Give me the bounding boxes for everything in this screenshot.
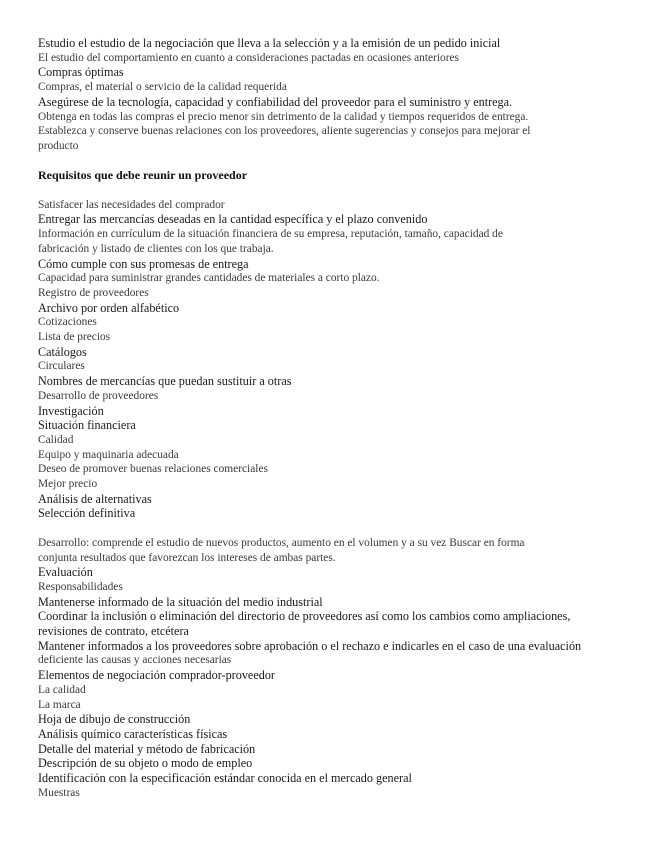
text-line: Nombres de mercancías que puedan sustituir a otras bbox=[38, 374, 292, 389]
text-line: Equipo y maquinaria adecuada bbox=[38, 448, 179, 461]
text-line: Desarrollo de proveedores bbox=[38, 389, 159, 402]
text-line: Situación financiera bbox=[38, 418, 136, 433]
text-line: Estudio el estudio de la negociación que lleva a la selección y a la emisión de un pedido inicial bbox=[38, 36, 501, 50]
requisitos-section bbox=[38, 198, 623, 521]
text-line: revisiones de contrato, etcétera bbox=[38, 624, 189, 639]
intro-section bbox=[38, 36, 623, 154]
text-line: Información en currículum de la situación financiera de su empresa, reputación, tamaño, capacidad de bbox=[38, 228, 503, 241]
text-line: Descripción de su objeto o modo de empleo bbox=[38, 756, 253, 771]
text-line: Satisfacer las necesidades del comprador bbox=[38, 198, 225, 211]
text-line: El estudio del comportamiento en cuanto a consideraciones pactadas en ocasiones anteriores bbox=[38, 51, 459, 64]
text-line: Identificación con la especificación estándar conocida en el mercado general bbox=[38, 771, 412, 786]
text-line: La marca bbox=[38, 698, 81, 711]
text-line: Mejor precio bbox=[38, 478, 98, 491]
text-line: Compras, el material o servicio de la calidad requerida bbox=[38, 81, 287, 94]
text-line: Deseo de promover buenas relaciones comerciales bbox=[38, 463, 268, 476]
text-line: Análisis de alternativas bbox=[38, 491, 152, 506]
text-line: Catálogos bbox=[38, 344, 87, 359]
text-line: Análisis químico características físicas bbox=[38, 727, 228, 741]
text-line: Detalle del material y método de fabricación bbox=[38, 741, 256, 756]
text-line: producto bbox=[38, 139, 79, 152]
text-line: Evaluación bbox=[38, 565, 93, 580]
text-line: Registro de proveedores bbox=[38, 286, 149, 299]
text-line: Elementos de negociación comprador-proveedor bbox=[38, 668, 275, 683]
text-line: Investigación bbox=[38, 403, 104, 418]
text-line: Calidad bbox=[38, 433, 74, 446]
text-line: Selección definitiva bbox=[38, 506, 136, 521]
spacer bbox=[38, 183, 623, 198]
spacer bbox=[38, 154, 623, 169]
desarrollo-section bbox=[38, 536, 623, 801]
text-line: Establezca y conserve buenas relaciones con los proveedores, aliente sugerencias y consejos para mejorar el bbox=[38, 125, 531, 138]
text-line: Cotizaciones bbox=[38, 316, 97, 329]
text-line: Desarrollo: comprende el estudio de nuevos productos, aumento en el volumen y a su vez Buscar en forma bbox=[38, 536, 525, 549]
text-line: La calidad bbox=[38, 683, 86, 696]
text-line: deficiente las causas y acciones necesarias bbox=[38, 654, 232, 667]
text-line: Lista de precios bbox=[38, 331, 111, 344]
text-line: Obtenga en todas las compras el precio menor sin detrimento de la calidad y tiempos requeridos de entrega. bbox=[38, 110, 529, 123]
text-line: Archivo por orden alfabético bbox=[38, 300, 180, 315]
text-line: Mantener informados a los proveedores sobre aprobación o el rechazo e indicarles en el caso de una evaluación bbox=[38, 638, 582, 653]
text-line: Mantenerse informado de la situación del medio industrial bbox=[38, 594, 323, 609]
text-line: Muestras bbox=[38, 786, 80, 799]
text-line: Hoja de dibujo de construcción bbox=[38, 712, 191, 727]
text-line: Compras óptimas bbox=[38, 65, 124, 80]
text-line: Entregar las mercancías deseadas en la cantidad específica y el plazo convenido bbox=[38, 212, 428, 227]
text-line: Capacidad para suministrar grandes cantidades de materiales a corto plazo. bbox=[38, 272, 380, 285]
document-page bbox=[38, 36, 623, 801]
text-line: Cómo cumple con sus promesas de entrega bbox=[38, 256, 249, 271]
text-line: Asegúrese de la tecnología, capacidad y confiabilidad del proveedor para el suministro y entrega. bbox=[38, 94, 513, 109]
text-line: conjunta resultados que favorezcan los intereses de ambas partes. bbox=[38, 551, 336, 564]
text-line: Circulares bbox=[38, 360, 85, 373]
spacer bbox=[38, 521, 623, 536]
text-line: Responsabilidades bbox=[38, 580, 123, 593]
text-line: fabricación y listado de clientes con los que trabaja. bbox=[38, 242, 274, 255]
section-heading: Requisitos que debe reunir un proveedor bbox=[38, 168, 248, 183]
text-line: Coordinar la inclusión o eliminación del directorio de proveedores así como los cambios como ampliaciones, bbox=[38, 609, 571, 624]
